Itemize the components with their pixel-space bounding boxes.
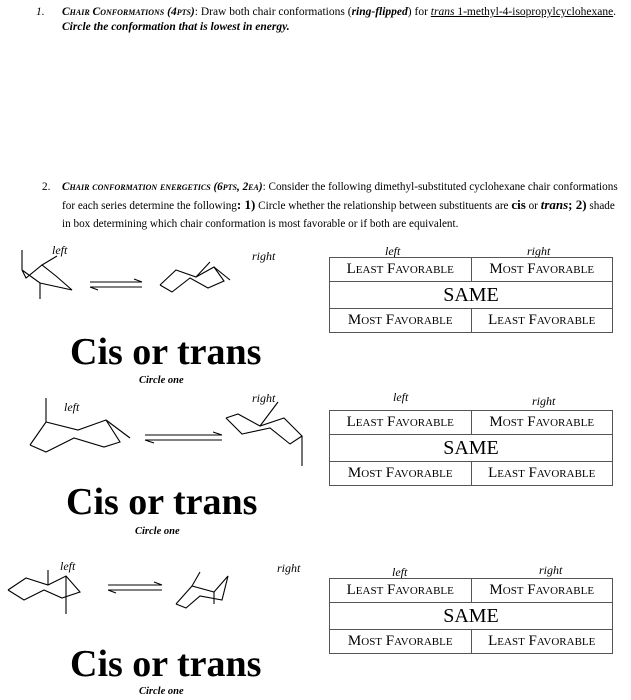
series-1-right-label: right	[252, 249, 276, 263]
series-2-left-most-favorable[interactable]: Most Favorable	[330, 462, 472, 486]
series-1-left-label: left	[52, 243, 68, 257]
series-3-same[interactable]: SAME	[330, 603, 613, 630]
series-3-table-left-header: left	[392, 565, 408, 579]
series-1-circle-one: Circle one	[139, 375, 184, 386]
series-3-right-most-favorable[interactable]: Most Favorable	[471, 579, 613, 603]
series-1-left-most-favorable[interactable]: Most Favorable	[330, 309, 472, 333]
q1-text-part: : Draw both chair conformations (	[194, 6, 352, 18]
q2-step-two: ; 2)	[568, 197, 587, 212]
q1-ringflipped: ring-flipped	[351, 6, 408, 18]
series-3-table-right-header: right	[539, 563, 563, 577]
series-3-equilibrium-arrows	[108, 582, 162, 593]
question-1-title: Chair Conformations (4pts)	[62, 6, 195, 18]
question-2-number: 2.	[42, 181, 51, 193]
series-3-left-least-favorable[interactable]: Least Favorable	[330, 579, 472, 603]
question-2-title: Chair conformation energetics (6pts, 2ea)	[62, 181, 263, 193]
q2-or: or	[525, 200, 541, 212]
series-2-table-left-header: left	[393, 390, 409, 404]
series-3-circle-one: Circle one	[139, 686, 184, 697]
series-1-right-most-favorable[interactable]: Most Favorable	[471, 258, 613, 282]
q1-instruction: Circle the conformation that is lowest in energy.	[62, 21, 290, 33]
q1-compound-name: 1-methyl-4-isopropylcyclohexane	[454, 6, 614, 18]
q2-text-part: shade in box determining which chair conformation is most favorable or if both are equivalent.	[62, 200, 615, 230]
series-1-same[interactable]: SAME	[330, 282, 613, 309]
series-2-right-least-favorable[interactable]: Least Favorable	[471, 462, 613, 486]
q2-trans: trans	[540, 197, 569, 212]
series-3-left-label: left	[60, 559, 76, 573]
question-1-number: 1.	[36, 6, 45, 18]
series-1-table-left-header: left	[385, 244, 401, 258]
q1-text-part: ) for	[407, 6, 431, 18]
series-3-left-chair	[8, 570, 80, 614]
q1-trans-word: trans	[430, 6, 455, 18]
series-3-right-chair	[176, 572, 228, 608]
series-2-cis-or-trans[interactable]: Cis or trans	[66, 481, 258, 523]
series-1-table-right-header: right	[527, 244, 551, 258]
series-1-left-least-favorable[interactable]: Least Favorable	[330, 258, 472, 282]
series-1-cis-or-trans[interactable]: Cis or trans	[70, 331, 262, 373]
q2-text-part: : Consider the following dimethyl-substituted cyclohexane chair conformations for each series determine the following	[62, 181, 618, 212]
series-2-circle-one: Circle one	[135, 526, 180, 537]
series-2-left-least-favorable[interactable]: Least Favorable	[330, 411, 472, 435]
series-3-table	[329, 578, 613, 654]
q2-text-part: Circle whether the relationship between substituents are	[255, 200, 512, 212]
q2-step-one: : 1)	[236, 197, 256, 212]
series-3-right-label: right	[277, 561, 301, 575]
series-1-right-least-favorable[interactable]: Least Favorable	[471, 309, 613, 333]
series-2-right-most-favorable[interactable]: Most Favorable	[471, 411, 613, 435]
series-3-right-least-favorable[interactable]: Least Favorable	[471, 630, 613, 654]
series-2-same[interactable]: SAME	[330, 435, 613, 462]
series-2-left-label: left	[64, 400, 80, 414]
series-2-table-right-header: right	[532, 394, 556, 408]
series-2-right-label: right	[252, 391, 276, 405]
q1-text-part: .	[613, 6, 617, 18]
series-3-cis-or-trans[interactable]: Cis or trans	[70, 643, 262, 685]
q2-cis: cis	[511, 197, 526, 212]
series-3-left-most-favorable[interactable]: Most Favorable	[330, 630, 472, 654]
